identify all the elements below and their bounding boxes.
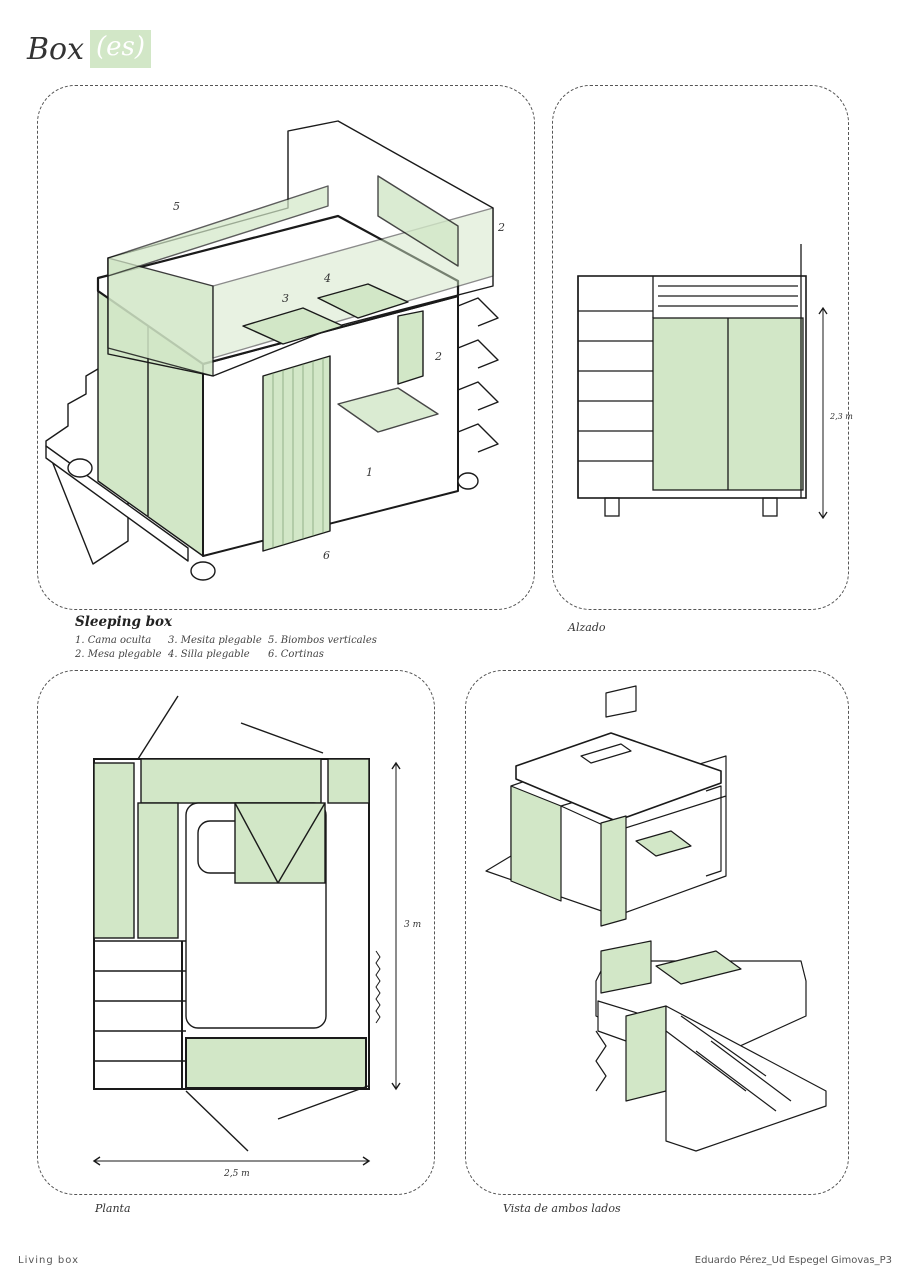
plan-height-dim: 3 m: [404, 920, 422, 930]
callout-2b: 2: [435, 350, 442, 363]
both-sides-caption: Vista de ambos lados: [503, 1202, 621, 1215]
legend-item-1: 1. Cama oculta: [75, 635, 152, 646]
legend-item-3: 3. Mesita plegable: [168, 635, 262, 646]
legend-item-5: 5. Biombos verticales: [268, 635, 377, 646]
plan-caption: Planta: [95, 1202, 131, 1215]
page-title: [27, 26, 151, 72]
callout-3: 3: [282, 292, 289, 305]
both-sides-drawing: [466, 671, 850, 1196]
callout-6: 6: [323, 549, 330, 562]
title-text: Box: [27, 31, 85, 67]
title-tag: (es): [90, 30, 151, 68]
plan-drawing: [38, 671, 436, 1196]
callout-2a: 2: [498, 221, 505, 234]
footer-left: Living box: [18, 1255, 79, 1266]
callout-1: 1: [366, 466, 373, 479]
elevation-caption: Alzado: [568, 621, 606, 634]
callout-4: 4: [324, 272, 331, 285]
callout-5: 5: [173, 200, 180, 213]
sleeping-box-title: Sleeping box: [75, 614, 173, 630]
legend-item-6: 6. Cortinas: [268, 649, 324, 660]
sleeping-box-panel: [37, 85, 535, 610]
legend-item-4: 4. Silla plegable: [168, 649, 250, 660]
plan-width-dim: 2,5 m: [224, 1169, 250, 1179]
footer-right: Eduardo Pérez_Ud Espegel Gimovas_P3: [694, 1255, 892, 1266]
elevation-drawing: [553, 86, 853, 611]
legend-item-2: 2. Mesa plegable: [75, 649, 162, 660]
sleeping-box-drawing: [38, 86, 536, 611]
both-sides-panel: [465, 670, 849, 1195]
elevation-panel: [552, 85, 853, 610]
sleeping-box-legend: [75, 635, 388, 660]
plan-panel: [37, 670, 435, 1195]
elevation-height-dim: 2,3 m: [830, 412, 853, 421]
